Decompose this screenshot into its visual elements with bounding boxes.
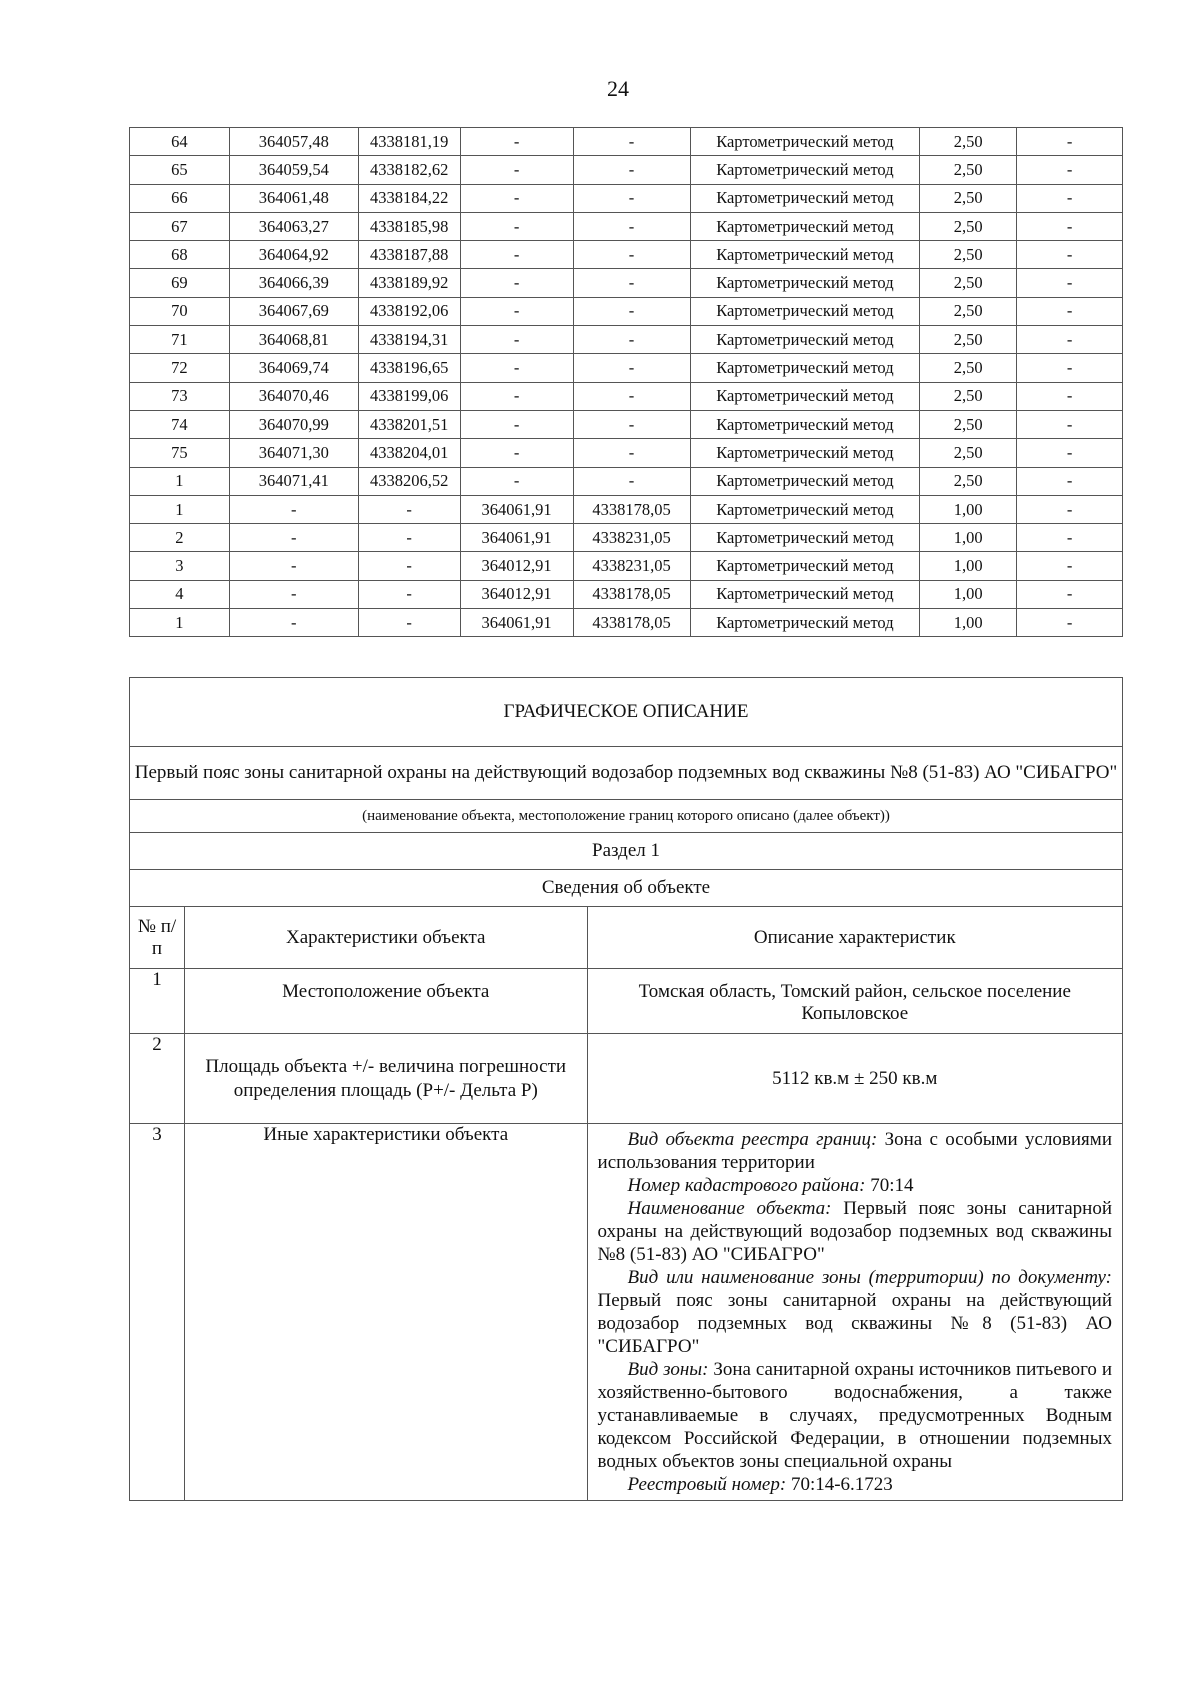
characteristic-item — [598, 1358, 1112, 1473]
table-cell: - — [573, 326, 690, 354]
table-cell: 364012,91 — [460, 580, 573, 608]
table-cell: 364070,46 — [229, 382, 358, 410]
table-cell: 4338192,06 — [358, 297, 460, 325]
table-row — [130, 580, 1123, 608]
table-cell: - — [460, 212, 573, 240]
table-cell: 1,00 — [920, 552, 1017, 580]
table-cell: 67 — [130, 212, 230, 240]
table-cell: - — [573, 382, 690, 410]
table-cell: 364064,92 — [229, 241, 358, 269]
table-cell: 2,50 — [920, 156, 1017, 184]
table-cell: 73 — [130, 382, 230, 410]
table-cell: - — [1017, 269, 1123, 297]
table-cell: - — [573, 212, 690, 240]
table-cell: 4338178,05 — [573, 609, 690, 637]
table-cell: Картометрический метод — [690, 410, 920, 438]
table-cell: 4338201,51 — [358, 410, 460, 438]
table-cell: - — [460, 326, 573, 354]
table-cell: 68 — [130, 241, 230, 269]
characteristic-item — [598, 1197, 1112, 1266]
table-cell: 364071,41 — [229, 467, 358, 495]
object-name: Первый пояс зоны санитарной охраны на действующий водозабор подземных вод скважины №8 (51-83) АО "СИБАГРО" — [130, 747, 1123, 800]
table-row — [130, 326, 1123, 354]
table-cell: 364061,91 — [460, 495, 573, 523]
table-cell: 2,50 — [920, 184, 1017, 212]
table-cell: 66 — [130, 184, 230, 212]
table-row — [130, 495, 1123, 523]
table-cell: Картометрический метод — [690, 495, 920, 523]
table-cell: 2,50 — [920, 354, 1017, 382]
table-cell: 1 — [130, 609, 230, 637]
row-char: Иные характеристики объекта — [184, 1124, 587, 1501]
table-cell: Картометрический метод — [690, 326, 920, 354]
table-cell: - — [229, 609, 358, 637]
table-cell: 1 — [130, 467, 230, 495]
col-num-header: № п/п — [130, 907, 185, 969]
table-cell: 364066,39 — [229, 269, 358, 297]
table-cell: Картометрический метод — [690, 184, 920, 212]
table-cell: Картометрический метод — [690, 609, 920, 637]
table-cell: - — [1017, 552, 1123, 580]
table-cell: Картометрический метод — [690, 241, 920, 269]
table-cell: 64 — [130, 128, 230, 156]
table-row — [130, 467, 1123, 495]
table-cell: 2,50 — [920, 326, 1017, 354]
table-cell: - — [460, 382, 573, 410]
table-cell: Картометрический метод — [690, 524, 920, 552]
coordinates-table — [129, 127, 1123, 637]
table-cell: - — [460, 354, 573, 382]
table-cell: 364063,27 — [229, 212, 358, 240]
characteristic-label: Номер кадастрового района: — [627, 1175, 866, 1196]
table-cell: 4338204,01 — [358, 439, 460, 467]
table-cell: - — [358, 580, 460, 608]
table-cell: - — [460, 156, 573, 184]
table-cell: 4338182,62 — [358, 156, 460, 184]
table-cell: 364057,48 — [229, 128, 358, 156]
table-cell: - — [229, 552, 358, 580]
table-cell: 4338231,05 — [573, 552, 690, 580]
table-row — [130, 184, 1123, 212]
object-info-table — [129, 677, 1123, 1501]
characteristic-value: Зона с особыми условиями использования территории — [597, 1129, 1112, 1173]
characteristic-label: Реестровый номер: — [627, 1474, 787, 1495]
table-cell: 364061,48 — [229, 184, 358, 212]
table-cell: - — [358, 495, 460, 523]
table-row — [130, 269, 1123, 297]
table-cell: 364059,54 — [229, 156, 358, 184]
table-cell: 1 — [130, 495, 230, 523]
table-cell: 1,00 — [920, 580, 1017, 608]
table-cell: - — [1017, 326, 1123, 354]
characteristic-item — [598, 1174, 1112, 1197]
section-label: Раздел 1 — [130, 833, 1123, 870]
table-cell: - — [1017, 212, 1123, 240]
table-cell: - — [1017, 467, 1123, 495]
table-row — [130, 297, 1123, 325]
characteristic-value: Первый пояс зоны санитарной охраны на действующий водозабор подземных вод скважины №8 (51-83) АО "СИБАГРО" — [597, 1198, 1112, 1265]
characteristic-label: Вид или наименование зоны (территории) по документу: — [627, 1267, 1112, 1288]
table-row — [130, 609, 1123, 637]
table-cell: - — [573, 439, 690, 467]
characteristic-value: Зона санитарной охраны источников питьевого и хозяйственно-бытового водоснабжения, а также устанавливаемые в случаях, предусмотренных Водным кодексом Российской Федерации, в отношении подземных водных объектов зоны специальной охраны — [597, 1359, 1112, 1472]
characteristic-value: Первый пояс зоны санитарной охраны на действующий водозабор подземных вод скважины №8 (51-83) АО "СИБАГРО" — [597, 1290, 1112, 1357]
table-cell: Картометрический метод — [690, 212, 920, 240]
table-cell: 1,00 — [920, 524, 1017, 552]
table-cell: 4338194,31 — [358, 326, 460, 354]
table-cell: - — [460, 439, 573, 467]
row-num: 3 — [130, 1124, 185, 1501]
section-title: Сведения об объекте — [130, 870, 1123, 907]
table-cell: 364012,91 — [460, 552, 573, 580]
table-cell: - — [1017, 410, 1123, 438]
row-num: 1 — [130, 969, 185, 1034]
table-cell: 4338189,92 — [358, 269, 460, 297]
table-cell: 2,50 — [920, 297, 1017, 325]
table-cell: - — [573, 467, 690, 495]
table-row — [130, 156, 1123, 184]
table-cell: - — [1017, 184, 1123, 212]
table-cell: 2,50 — [920, 212, 1017, 240]
table-cell: 2,50 — [920, 241, 1017, 269]
table-cell: Картометрический метод — [690, 354, 920, 382]
table-cell: 2,50 — [920, 382, 1017, 410]
table-cell: - — [358, 552, 460, 580]
col-char-header: Характеристики объекта — [184, 907, 587, 969]
row-char: Местоположение объекта — [184, 969, 587, 1034]
table-row — [130, 212, 1123, 240]
table-cell: - — [1017, 156, 1123, 184]
table-cell: 364070,99 — [229, 410, 358, 438]
table-cell: - — [573, 156, 690, 184]
table-cell: 2 — [130, 524, 230, 552]
table-row — [130, 382, 1123, 410]
row-desc: 5112 кв.м ± 250 кв.м — [587, 1034, 1122, 1124]
table-cell: Картометрический метод — [690, 467, 920, 495]
table-row — [130, 128, 1123, 156]
table-cell: 72 — [130, 354, 230, 382]
table-cell: - — [460, 241, 573, 269]
table-cell: - — [573, 297, 690, 325]
table-cell: 364068,81 — [229, 326, 358, 354]
table-cell: 4338199,06 — [358, 382, 460, 410]
table-cell: - — [573, 269, 690, 297]
table-cell: - — [1017, 297, 1123, 325]
table-cell: 4338184,22 — [358, 184, 460, 212]
table-cell: 364061,91 — [460, 524, 573, 552]
characteristic-label: Наименование объекта: — [627, 1198, 832, 1219]
characteristic-item — [598, 1266, 1112, 1358]
table-cell: - — [1017, 382, 1123, 410]
table-cell: - — [229, 580, 358, 608]
table-cell: - — [460, 410, 573, 438]
table-cell: 65 — [130, 156, 230, 184]
table-cell: 2,50 — [920, 467, 1017, 495]
table-cell: - — [358, 524, 460, 552]
table-cell: Картометрический метод — [690, 382, 920, 410]
table-cell: 71 — [130, 326, 230, 354]
table-cell: Картометрический метод — [690, 297, 920, 325]
table-cell: - — [573, 410, 690, 438]
table-row — [130, 552, 1123, 580]
table-cell: - — [460, 467, 573, 495]
table-row — [130, 354, 1123, 382]
table-cell: 2,50 — [920, 439, 1017, 467]
row-char: Площадь объекта +/- величина погрешности определения площадь (Р+/- Дельта Р) — [184, 1034, 587, 1124]
table-cell: 4338185,98 — [358, 212, 460, 240]
table-cell: - — [573, 241, 690, 269]
table-cell: - — [573, 184, 690, 212]
characteristic-item — [598, 1128, 1112, 1174]
characteristic-value: 70:14-6.1723 — [786, 1474, 893, 1495]
table-cell: 364061,91 — [460, 609, 573, 637]
table-cell: 4338181,19 — [358, 128, 460, 156]
table-cell: 69 — [130, 269, 230, 297]
table-cell: - — [358, 609, 460, 637]
table-cell: 4338206,52 — [358, 467, 460, 495]
table-cell: 4 — [130, 580, 230, 608]
table-cell: - — [1017, 495, 1123, 523]
table-cell: 364069,74 — [229, 354, 358, 382]
table-cell: 4338187,88 — [358, 241, 460, 269]
table-cell: - — [460, 297, 573, 325]
table-cell: - — [1017, 439, 1123, 467]
table-cell: Картометрический метод — [690, 439, 920, 467]
table-cell: - — [229, 495, 358, 523]
row-num: 2 — [130, 1034, 185, 1124]
table-cell: Картометрический метод — [690, 156, 920, 184]
characteristic-item — [598, 1473, 1112, 1496]
table-cell: 364071,30 — [229, 439, 358, 467]
table-row — [130, 241, 1123, 269]
table-cell: Картометрический метод — [690, 128, 920, 156]
table-cell: 4338178,05 — [573, 580, 690, 608]
table-cell: Картометрический метод — [690, 552, 920, 580]
row-desc: Томская область, Томский район, сельское поселение Копыловское — [587, 969, 1122, 1034]
doc-title: ГРАФИЧЕСКОЕ ОПИСАНИЕ — [130, 678, 1123, 747]
table-cell: 4338231,05 — [573, 524, 690, 552]
table-cell: 1,00 — [920, 495, 1017, 523]
table-cell: 2,50 — [920, 410, 1017, 438]
characteristic-value: 70:14 — [865, 1175, 914, 1196]
table-cell: 2,50 — [920, 269, 1017, 297]
table-cell: - — [1017, 241, 1123, 269]
table-cell: 364067,69 — [229, 297, 358, 325]
table-cell: - — [1017, 128, 1123, 156]
table-cell: - — [1017, 354, 1123, 382]
table-cell: - — [1017, 524, 1123, 552]
table-row — [130, 439, 1123, 467]
table-cell: 74 — [130, 410, 230, 438]
characteristic-label: Вид объекта реестра границ: — [627, 1129, 878, 1150]
table-cell: - — [573, 354, 690, 382]
table-cell: - — [573, 128, 690, 156]
table-cell: Картометрический метод — [690, 269, 920, 297]
characteristic-label: Вид зоны: — [627, 1359, 709, 1380]
table-cell: 3 — [130, 552, 230, 580]
table-cell: - — [460, 184, 573, 212]
page-number: 24 — [607, 76, 629, 101]
table-cell: - — [460, 269, 573, 297]
table-cell: - — [1017, 609, 1123, 637]
table-cell: 70 — [130, 297, 230, 325]
table-row — [130, 410, 1123, 438]
table-row — [130, 524, 1123, 552]
other-characteristics — [587, 1124, 1122, 1501]
table-cell: 4338178,05 — [573, 495, 690, 523]
table-cell: 4338196,65 — [358, 354, 460, 382]
table-cell: 2,50 — [920, 128, 1017, 156]
col-desc-header: Описание характеристик — [587, 907, 1122, 969]
table-cell: - — [460, 128, 573, 156]
table-cell: Картометрический метод — [690, 580, 920, 608]
table-cell: 75 — [130, 439, 230, 467]
table-cell: - — [229, 524, 358, 552]
table-cell: - — [1017, 580, 1123, 608]
table-cell: 1,00 — [920, 609, 1017, 637]
object-caption: (наименование объекта, местоположение границ которого описано (далее объект)) — [130, 800, 1123, 833]
